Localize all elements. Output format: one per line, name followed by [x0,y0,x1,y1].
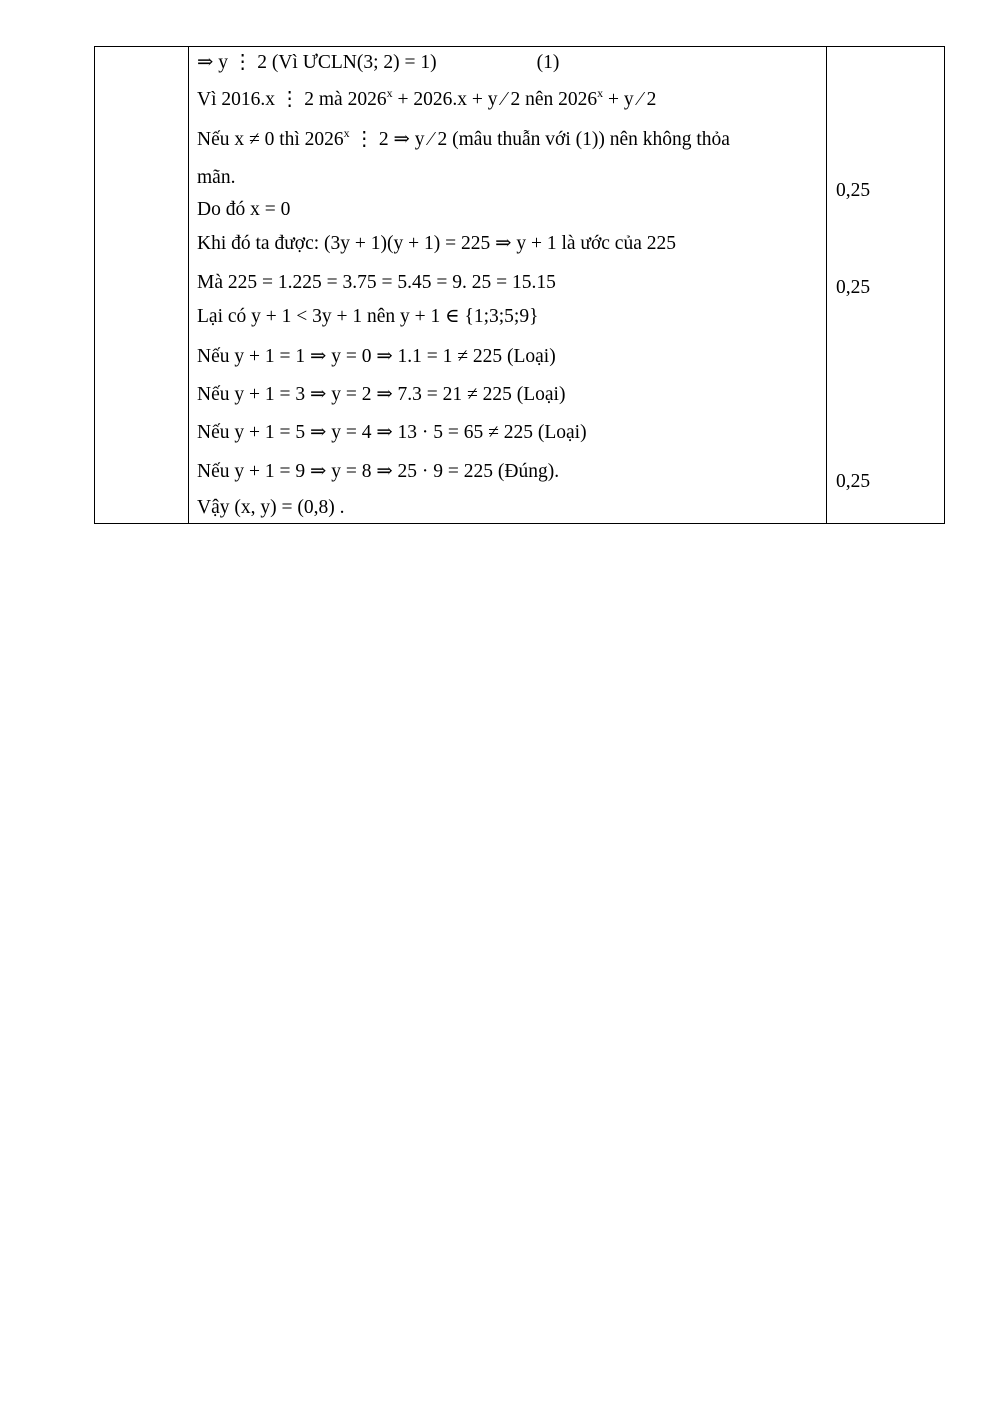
column-divider-left [188,47,189,523]
solution-line-6: Khi đó ta được: (3y + 1)(y + 1) = 225 ⇒ y + 1 là ước của 225 [197,233,676,254]
solution-line-8: Lại có y + 1 < 3y + 1 nên y + 1 ∈ {1;3;5;9} [197,306,539,327]
solution-line-7: Mà 225 = 1.225 = 3.75 = 5.45 = 9. 25 = 15.15 [197,272,556,293]
solution-line-10: Nếu y + 1 = 3 ⇒ y = 2 ⇒ 7.3 = 21 ≠ 225 (Loại) [197,384,566,405]
solution-line-13: Vậy (x, y) = (0,8) . [197,497,345,518]
score-1: 0,25 [836,180,871,201]
solution-line-3: Nếu x ≠ 0 thì 2026$^x$ ⋮ 2 ⇒ y ⁄ 2 (mâu thuẫn với (1)) nên không thỏa [197,126,730,150]
score-3: 0,25 [836,471,871,492]
solution-line-1: ⇒ y ⋮ 2 (Vì ƯCLN(3; 2) = 1) (1) [197,52,560,73]
column-divider-right [826,47,827,523]
solution-line-5: Do đó x = 0 [197,199,291,220]
solution-line-11: Nếu y + 1 = 5 ⇒ y = 4 ⇒ 13 · 5 = 65 ≠ 225 (Loại) [197,422,587,443]
solution-line-2: Vì 2016.x ⋮ 2 mà $2026^x + 2026.x + y$ ⁄ 2 nên $2026^x + y$ ⁄ 2 [197,86,657,110]
solution-line-9: Nếu y + 1 = 1 ⇒ y = 0 ⇒ 1.1 = 1 ≠ 225 (Loại) [197,346,556,367]
solution-line-4: mãn. [197,167,236,188]
solution-line-12: Nếu y + 1 = 9 ⇒ y = 8 ⇒ 25 · 9 = 225 (Đúng). [197,461,560,482]
score-2: 0,25 [836,277,871,298]
